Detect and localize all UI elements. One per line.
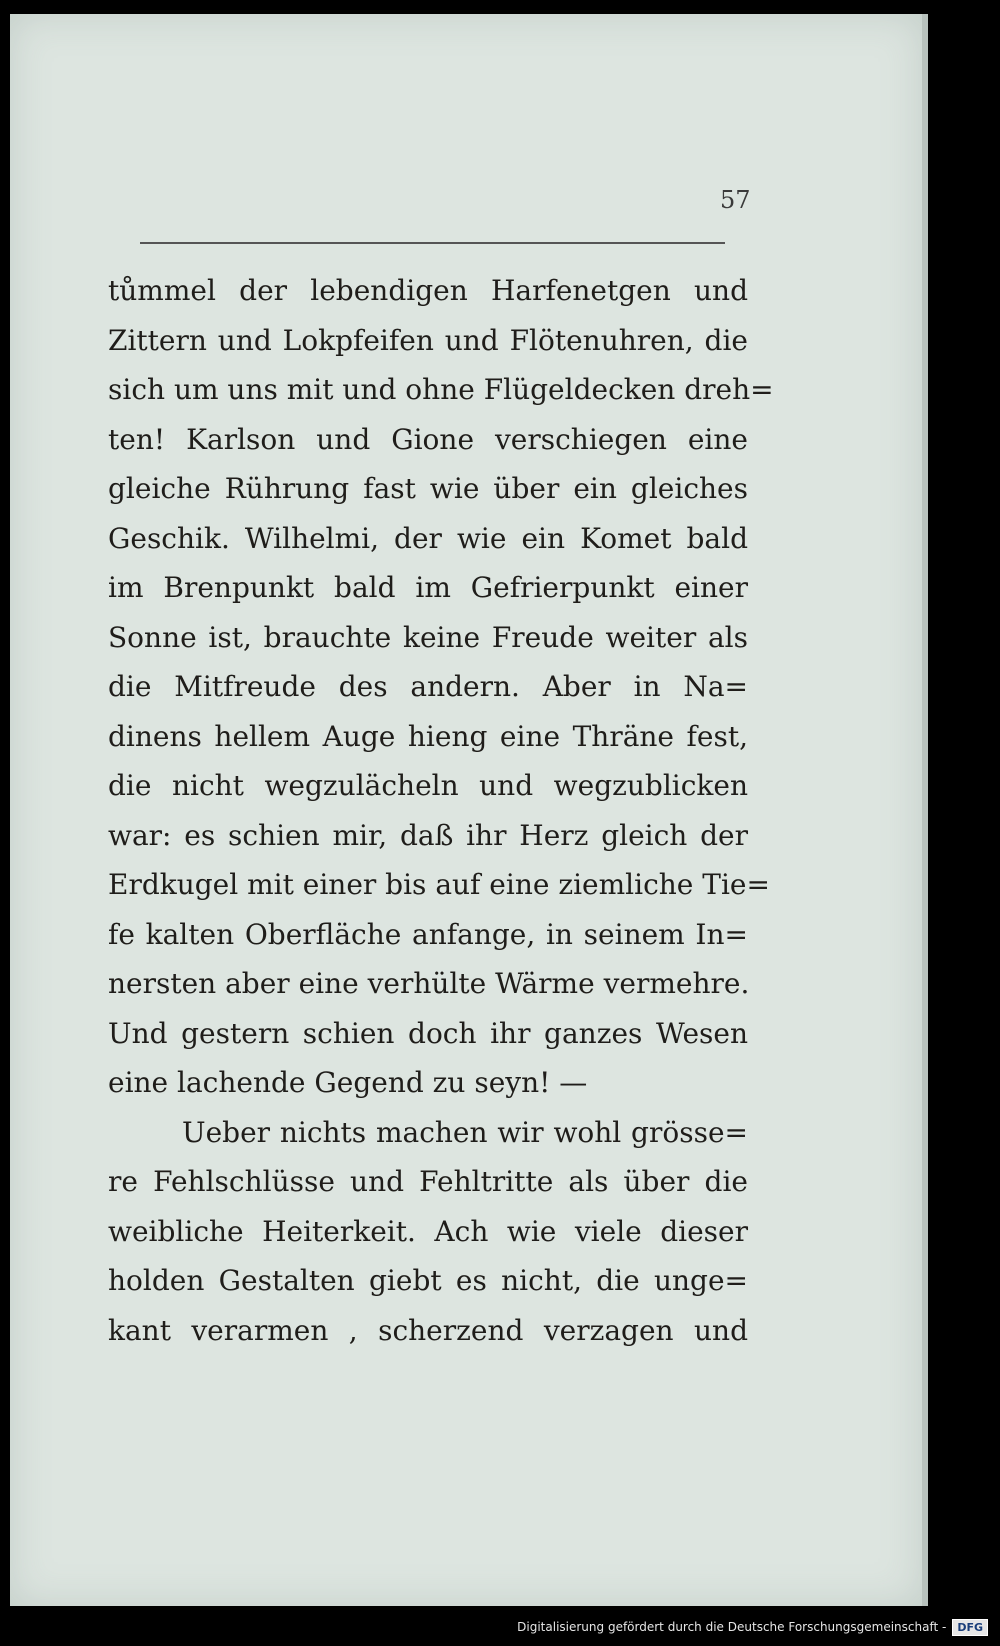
text-line: weibliche Heiterkeit. Ach wie viele dieser <box>108 1214 748 1248</box>
text-line: holden Gestalten giebt es nicht, die unge= <box>108 1264 748 1297</box>
text-line: war: es schien mir, daß ihr Herz gleich der <box>108 818 748 852</box>
dfg-logo: DFG <box>952 1619 988 1636</box>
text-line: dinens hellem Auge hieng eine Thräne fest, <box>108 719 748 753</box>
text-line: Erdkugel mit einer bis auf eine ziemliche Tie= <box>108 868 770 901</box>
text-line: im Brenpunkt bald im Gefrierpunkt einer <box>108 571 748 604</box>
text-line: kant verarmen , scherzend verzagen und <box>108 1313 748 1347</box>
footer-credit <box>517 1616 988 1638</box>
text-line: tůmmel der lebendigen Harfenetgen und <box>108 274 748 307</box>
text-line: fe kalten Oberfläche anfange, in seinem In= <box>108 917 748 951</box>
text-line: Geschik. Wilhelmi, der wie ein Komet bald <box>108 521 748 555</box>
text-line: Zittern und Lokpfeifen und Flötenuhren, die <box>108 323 748 357</box>
text-line: nersten aber eine verhülte Wärme vermehre. <box>108 967 750 1000</box>
text-line: Und gestern schien doch ihr ganzes Wesen <box>108 1016 748 1050</box>
text-line: gleiche Rührung fast wie über ein gleiches <box>108 472 748 505</box>
text-line: sich um uns mit und ohne Flügeldecken dreh= <box>108 373 774 406</box>
text-line: eine lachende Gegend zu seyn! — <box>108 1066 588 1099</box>
text-line: Sonne ist, brauchte keine Freude weiter als <box>108 620 748 654</box>
text-line: die nicht wegzulächeln und wegzublicken <box>108 769 748 802</box>
body-text <box>108 266 774 1355</box>
text-line: re Fehlschlüsse und Fehltritte als über die <box>108 1165 748 1198</box>
header-rule <box>140 242 725 244</box>
page-edge <box>922 14 928 1606</box>
text-line: ten! Karlson und Gione verschiegen eine <box>108 422 748 456</box>
paragraph-start-line: Ueber nichts machen wir wohl grösse= <box>182 1115 748 1149</box>
text-line: die Mitfreude des andern. Aber in Na= <box>108 670 748 703</box>
page-number: 57 <box>720 186 751 214</box>
footer-credit-text: Digitalisierung gefördert durch die Deutsche Forschungsgemeinschaft - <box>517 1620 947 1634</box>
